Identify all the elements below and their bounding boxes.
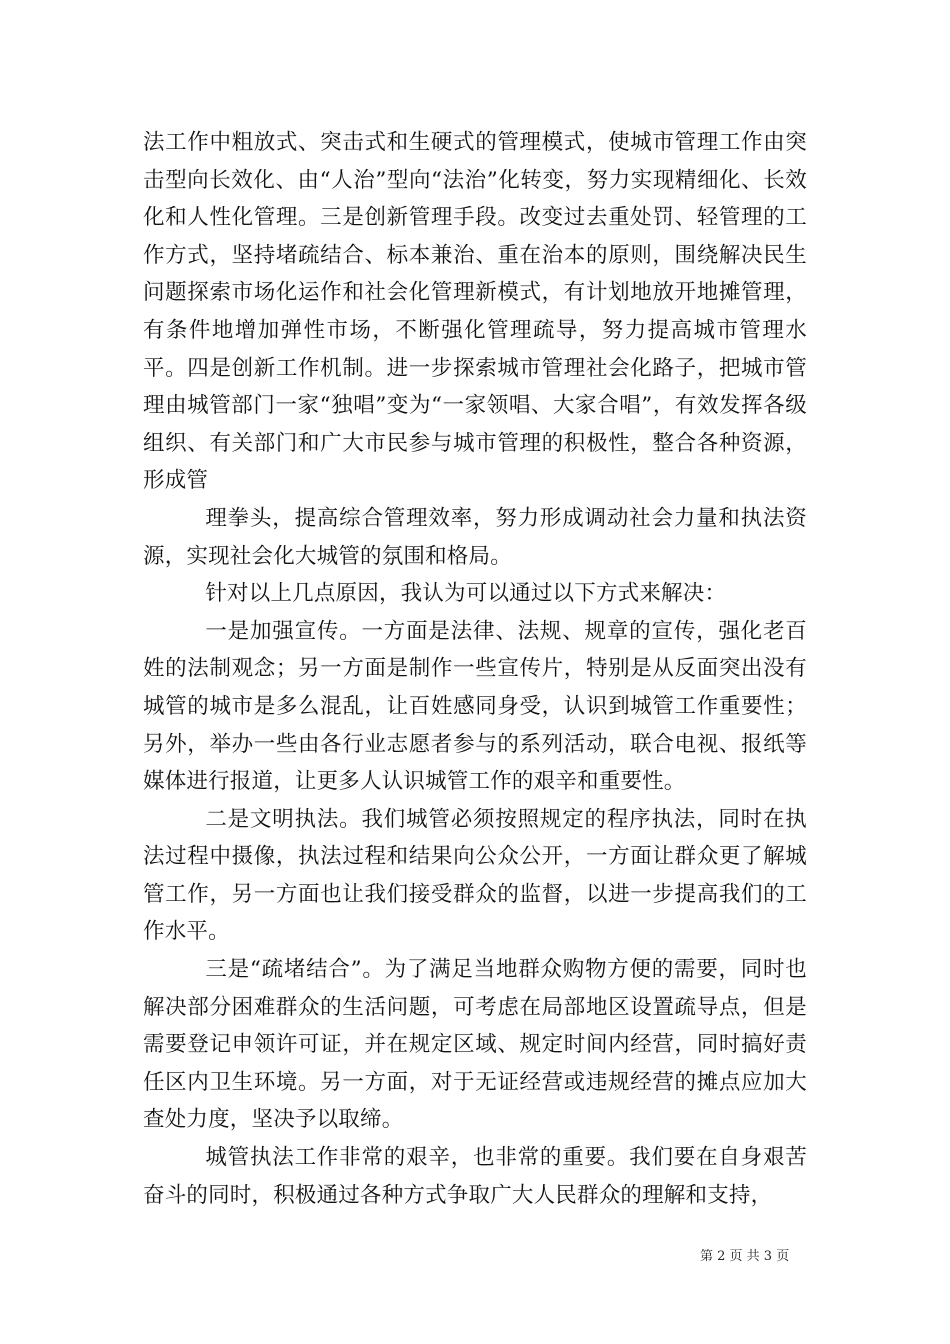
paragraph-5: 二是文明执法。我们城管必须按照规定的程序执法，同时在执法过程中摄像，执法过程和结果向公众公开，一方面让群众更了解城管工作，另一方面也让我们接受群众的监督，以进一步提高我们的工作水平。 bbox=[143, 806, 807, 945]
paragraph-3: 针对以上几点原因，我认为可以通过以下方式来解决： bbox=[205, 581, 727, 607]
paragraph-4: 一是加强宣传。一方面是法律、法规、规章的宣传，强化老百姓的法制观念；另一方面是制作一些宣传片，特别是从反面突出没有城管的城市是多么混乱，让百姓感同身受，认识到城管工作重要性；另外，举办一些由各行业志愿者参与的系列活动，联合电视、报纸等媒体进行报道，让更多人认识城管工作的艰辛和重要性。 bbox=[143, 618, 807, 795]
document-body bbox=[143, 124, 807, 1214]
paragraph-1: 法工作中粗放式、突击式和生硬式的管理模式，使城市管理工作由突击型向长效化、由“人治”型向“法治”化转变，努力实现精细化、长效化和人性化管理。三是创新管理手段。改变过去重处罚、轻管理的工作方式，坚持堵疏结合、标本兼治、重在治本的原则，围绕解决民生问题探索市场化运作和社会化管理新模式，有计划地放开地摊管理，有条件地增加弹性市场，不断强化管理疏导，努力提高城市管理水平。四是创新工作机制。进一步探索城市管理社会化路子，把城市管理由城管部门一家“独唱”变为“一家领唱、大家合唱”，有效发挥各级组织、有关部门和广大市民参与城市管理的积极性，整合各种资源，形成管 bbox=[143, 130, 807, 494]
page-number-footer: 第 2 页 共 3 页 bbox=[700, 1249, 790, 1264]
paragraph-6: 三是“疏堵结合”。为了满足当地群众购物方便的需要，同时也解决部分困难群众的生活问题，可考虑在局部地区设置疏导点，但是需要登记申领许可证，并在规定区域、规定时间内经营，同时搞好责任区内卫生环境。另一方面，对于无证经营或违规经营的摊点应加大查处力度，坚决予以取缔。 bbox=[143, 957, 807, 1133]
paragraph-2: 理拳头，提高综合管理效率，努力形成调动社会力量和执法资源，实现社会化大城管的氛围和格局。 bbox=[143, 505, 807, 569]
paragraph-7: 城管执法工作非常的艰辛，也非常的重要。我们要在自身艰苦奋斗的同时，积极通过各种方式争取广大人民群众的理解和支持， bbox=[143, 1145, 807, 1208]
